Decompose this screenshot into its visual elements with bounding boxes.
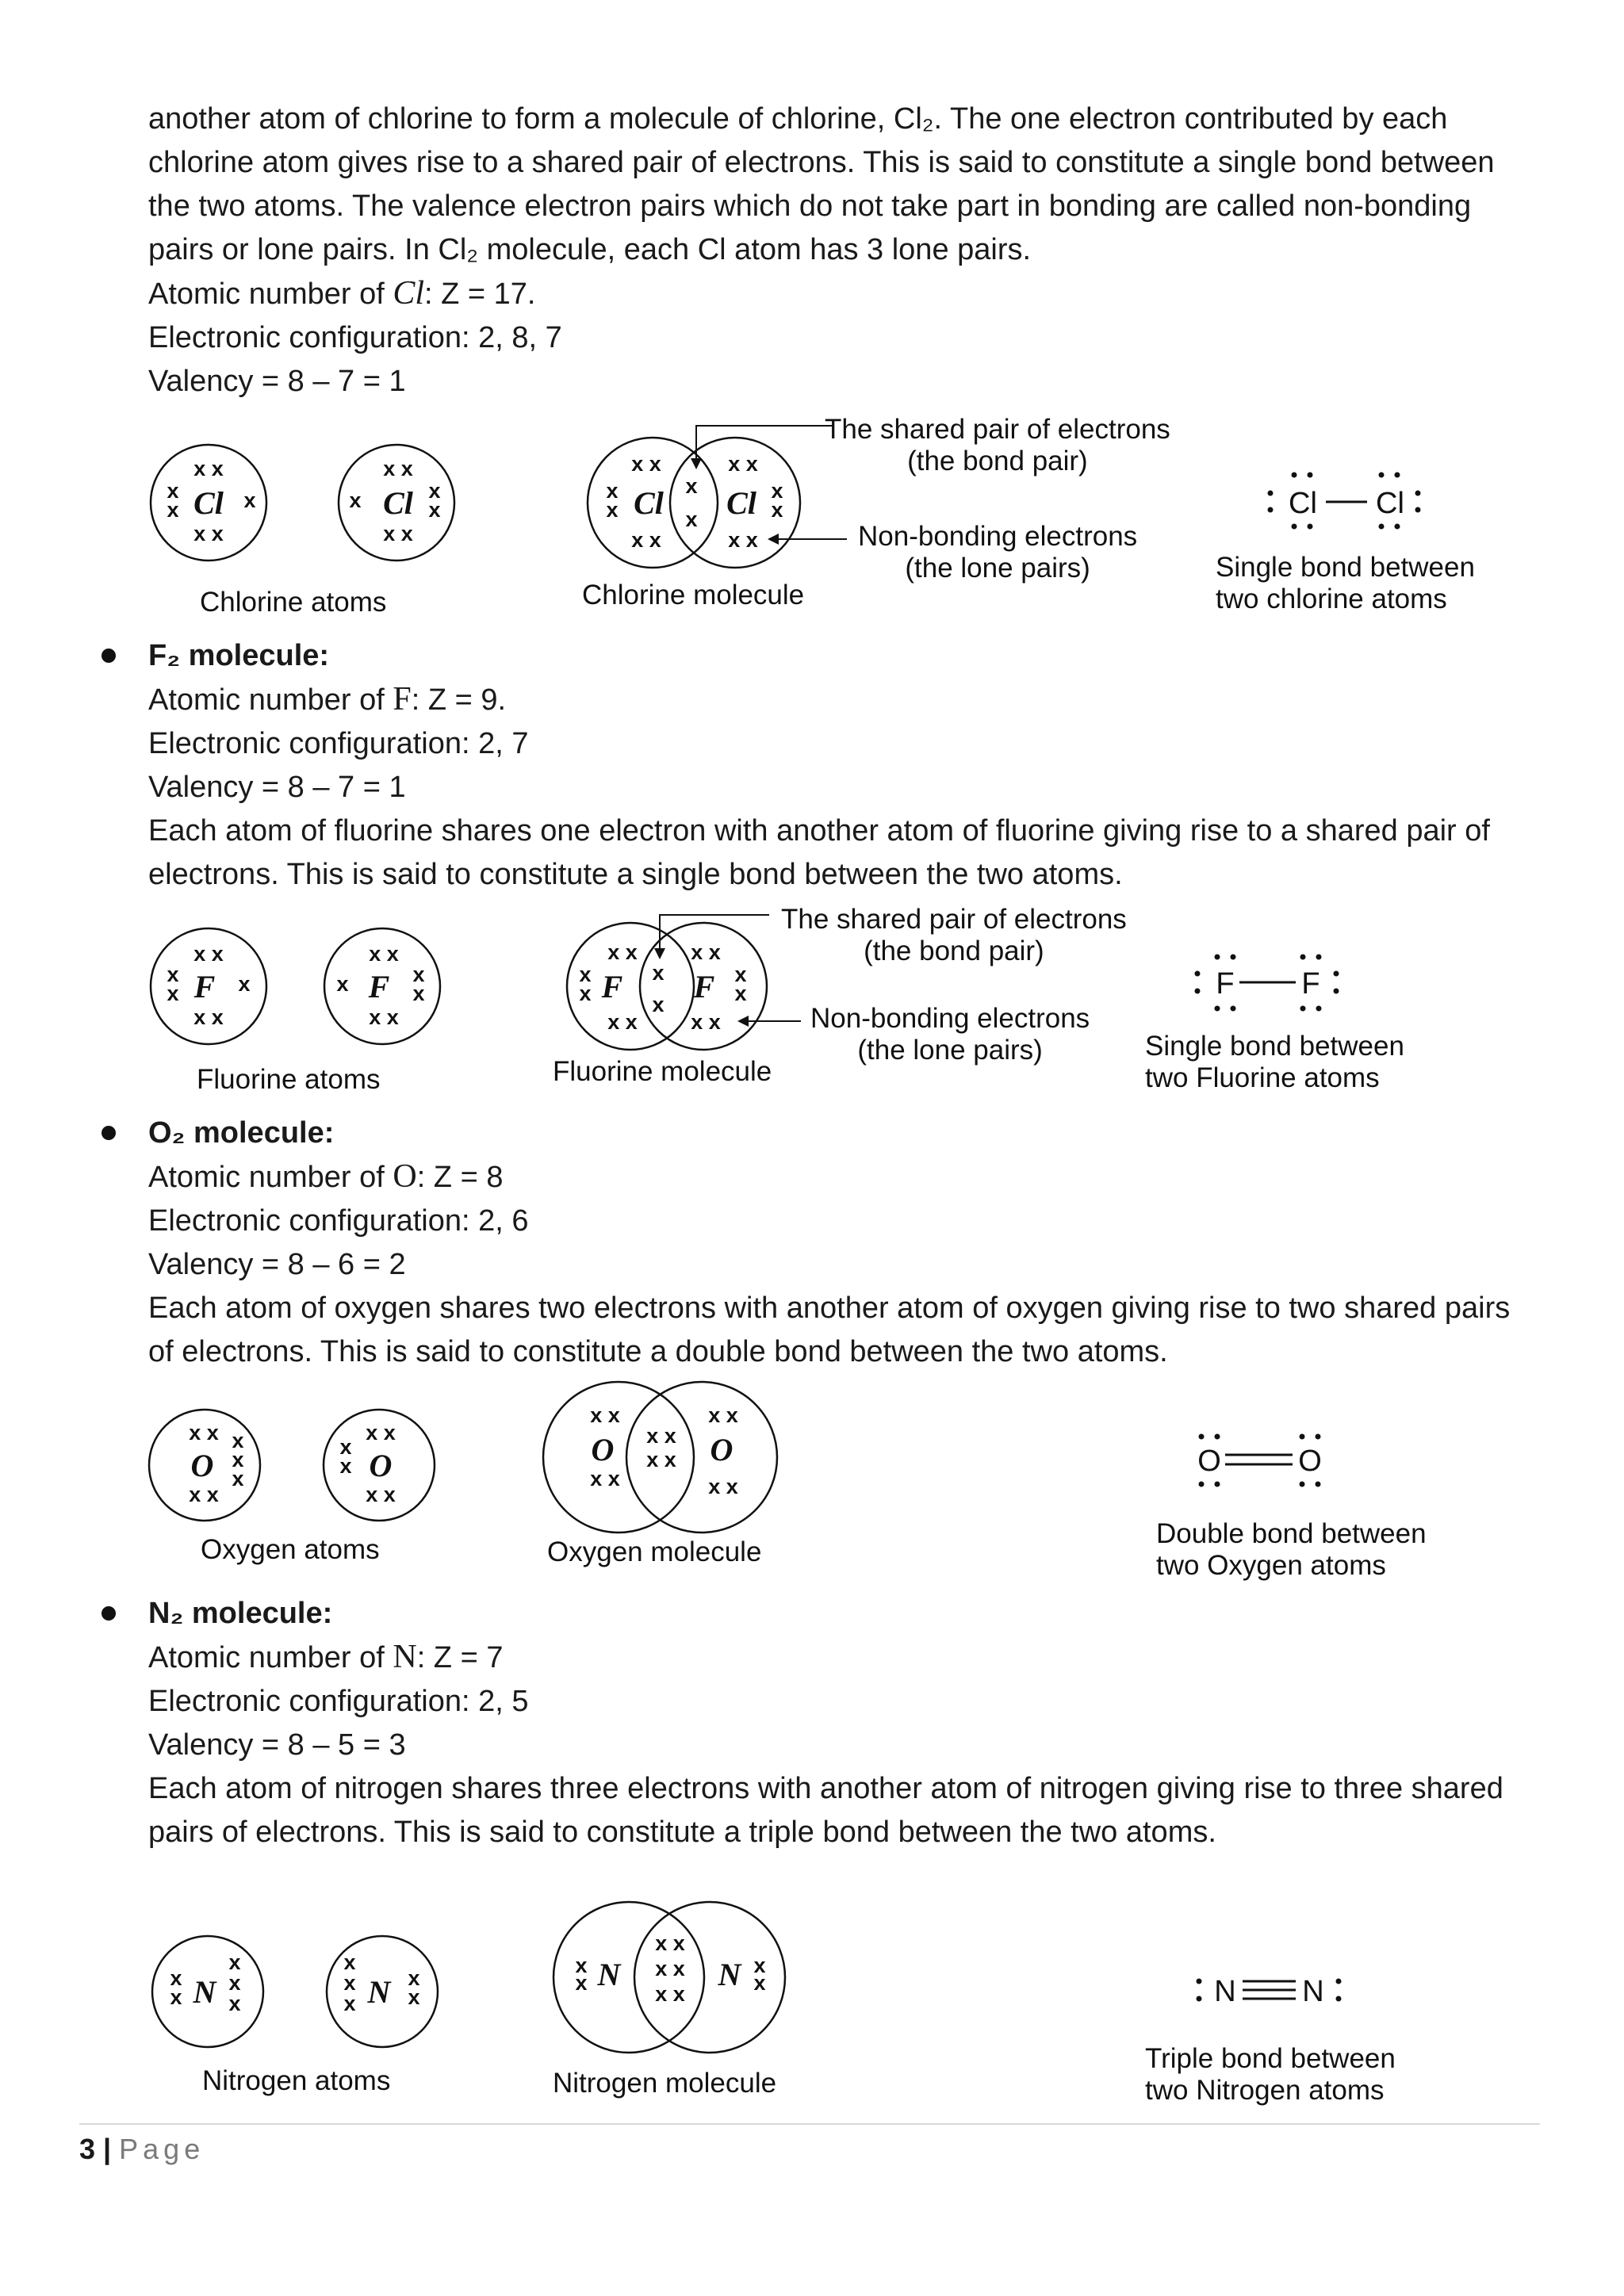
electron-mark: x x: [708, 1403, 738, 1427]
lewis-caption: Single bond between two Fluorine atoms: [1145, 1031, 1404, 1093]
atom-symbol: Cl: [383, 485, 413, 521]
atom-symbol: F: [193, 969, 216, 1004]
electron-mark: x: [343, 1950, 356, 1974]
valency-line: Valency = 8 – 7 = 1: [148, 771, 406, 804]
config-line: Electronic configuration: 2, 6: [148, 1204, 529, 1238]
lewis-caption: Triple bond between two Nitrogen atoms: [1145, 2043, 1396, 2106]
text-line: electrons. This is said to constitute a single bond between the two atoms.: [148, 858, 1123, 891]
electron-mark: x: [575, 1971, 588, 1995]
molecule-caption: Chlorine molecule: [582, 580, 805, 610]
electron-mark: x: [408, 1966, 420, 1990]
text-line: of electrons. This is said to constitute a double bond between the two atoms.: [148, 1335, 1168, 1368]
electron-mark: x x: [631, 528, 661, 552]
electron-mark: x x: [607, 940, 638, 964]
atom-symbol: F: [693, 969, 715, 1004]
electron-mark: x: [606, 498, 619, 522]
electron-mark: x: [238, 972, 251, 996]
molecule-caption: Oxygen molecule: [547, 1536, 762, 1567]
electron-mark: x: [343, 1992, 356, 2015]
config-line: Electronic configuration: 2, 8, 7: [148, 321, 562, 354]
valency-line: Valency = 8 – 5 = 3: [148, 1728, 406, 1762]
atom-symbol: N: [193, 1974, 216, 2010]
lewis-symbol: F: [1301, 967, 1320, 1001]
electron-mark: x: [575, 1954, 588, 1977]
electron-mark: x x: [383, 522, 413, 545]
electron-mark: x: [167, 982, 179, 1005]
molecule-caption: Nitrogen molecule: [553, 2068, 777, 2099]
atom-symbol: F: [601, 969, 623, 1004]
text-line: pairs of electrons. This is said to constitute a triple bond between the two atoms.: [148, 1816, 1216, 1849]
text-line: Each atom of fluorine shares one electron with another atom of fluorine giving rise to a shared pair of: [148, 814, 1490, 848]
element-symbol: O: [393, 1158, 417, 1195]
lewis-symbol: Cl: [1376, 487, 1404, 520]
text-line: pairs or lone pairs. In Cl₂ molecule, each Cl atom has 3 lone pairs.: [148, 233, 1032, 266]
electron-mark: x: [412, 982, 425, 1005]
electron-mark: x x: [646, 1448, 676, 1471]
lewis-caption: Double bond between two Oxygen atoms: [1156, 1518, 1427, 1581]
atom-symbol: O: [369, 1448, 393, 1483]
electron-mark: x: [428, 498, 441, 522]
element-symbol: Cl: [393, 275, 425, 312]
text-line: the two atoms. The valence electron pairs which do not take part in bonding are called non-bonding: [148, 189, 1472, 223]
bond-pair-label: The shared pair of electrons (the bond pair): [781, 904, 1127, 966]
electron-mark: x: [170, 1966, 182, 1990]
page-footer: [79, 2133, 205, 2166]
lewis-symbol: N: [1302, 1975, 1324, 2008]
electron-mark: x: [685, 474, 698, 498]
atom-symbol: N: [597, 1957, 621, 1992]
electron-mark: x: [771, 479, 783, 503]
electron-mark: x: [336, 972, 349, 996]
atomic-number-line: Atomic number of F: Z = 9.: [148, 681, 507, 718]
electron-mark: x x: [383, 457, 413, 480]
electron-mark: x: [167, 479, 179, 503]
electron-mark: x x: [193, 522, 224, 545]
electron-mark: x x: [366, 1483, 396, 1506]
text-line: another atom of chlorine to form a molecule of chlorine, Cl₂. The one electron contributed by each: [148, 102, 1448, 136]
page-number: 3: [79, 2133, 96, 2165]
atomic-number-line: Atomic number of N: Z = 7: [148, 1639, 504, 1675]
electron-mark: x: [349, 488, 362, 512]
electron-mark: x: [228, 1992, 241, 2015]
footer-separator: |: [103, 2133, 112, 2165]
atom-symbol: O: [190, 1448, 214, 1483]
atom-symbol: O: [591, 1432, 615, 1468]
electron-mark: x x: [691, 1010, 721, 1034]
electron-mark: x x: [607, 1010, 638, 1034]
lewis-symbol: O: [1298, 1445, 1322, 1478]
electron-mark: x: [232, 1429, 244, 1452]
electron-mark: x: [408, 1985, 420, 2009]
section-heading: F₂ molecule:: [148, 639, 330, 672]
lewis-symbol: Cl: [1289, 487, 1317, 520]
electron-mark: x x: [189, 1483, 219, 1506]
atom-symbol: N: [367, 1974, 391, 2010]
text-line: Each atom of nitrogen shares three electrons with another atom of nitrogen giving rise to three shared: [148, 1772, 1503, 1805]
electron-mark: x x: [655, 1957, 685, 1980]
atom-symbol: N: [718, 1957, 741, 1992]
molecule-caption: Fluorine molecule: [553, 1056, 772, 1087]
electron-mark: x x: [193, 942, 224, 966]
electron-mark: x x: [590, 1403, 620, 1427]
atom-symbol: Cl: [634, 485, 664, 521]
atom-symbol: Cl: [193, 485, 224, 521]
section-heading: O₂ molecule:: [148, 1116, 335, 1150]
electron-mark: x: [243, 488, 256, 512]
lone-pair-label: Non-bonding electrons (the lone pairs): [858, 521, 1138, 584]
element-symbol: F: [393, 681, 412, 718]
element-symbol: N: [393, 1639, 417, 1675]
lone-pair-dot: [1336, 1996, 1342, 2002]
lone-pair-dot: [1197, 1979, 1202, 1984]
electron-mark: x x: [728, 528, 758, 552]
atomic-number-line: Atomic number of O: Z = 8: [148, 1158, 504, 1195]
electron-mark: x: [734, 962, 747, 986]
electron-mark: x: [753, 1954, 766, 1977]
atom-symbol: F: [368, 969, 390, 1004]
electron-mark: x: [428, 479, 441, 503]
electron-mark: x: [170, 1985, 182, 2009]
electron-mark: x x: [189, 1421, 219, 1445]
atoms-caption: Oxygen atoms: [201, 1534, 380, 1565]
config-line: Electronic configuration: 2, 7: [148, 727, 529, 760]
atoms-caption: Chlorine atoms: [200, 587, 387, 618]
electron-mark: x x: [631, 452, 661, 476]
electron-mark: x x: [691, 940, 721, 964]
electron-mark: x: [412, 962, 425, 986]
electron-mark: x: [167, 498, 179, 522]
electron-mark: x: [753, 1971, 766, 1995]
lewis-symbol: F: [1216, 967, 1235, 1001]
electron-mark: x: [167, 962, 179, 986]
electron-mark: x x: [728, 452, 758, 476]
electron-mark: x x: [646, 1424, 676, 1448]
lewis-caption: Single bond between two chlorine atoms: [1216, 552, 1475, 614]
electron-mark: x: [652, 993, 665, 1016]
electron-mark: x x: [369, 1005, 399, 1029]
atomic-number-line: Atomic number of Cl: Z = 17.: [148, 275, 536, 312]
lone-pair-dot: [1336, 1979, 1342, 1984]
atom-symbol: O: [710, 1432, 733, 1468]
electron-mark: x: [343, 1971, 356, 1995]
atoms-caption: Nitrogen atoms: [202, 2065, 391, 2096]
atom-symbol: Cl: [726, 485, 756, 521]
bond-pair-label: The shared pair of electrons (the bond pair): [825, 414, 1170, 476]
lewis-symbol: N: [1214, 1975, 1236, 2008]
electron-mark: x: [579, 962, 592, 986]
electron-mark: x x: [193, 1005, 224, 1029]
electron-mark: x: [232, 1467, 244, 1490]
electron-mark: x x: [655, 1982, 685, 2006]
lone-pair-dot: [1197, 1996, 1202, 2002]
page-label: Page: [119, 2133, 205, 2165]
atoms-caption: Fluorine atoms: [197, 1064, 381, 1095]
electron-mark: x: [652, 961, 665, 985]
electron-mark: x: [228, 1971, 241, 1995]
electron-mark: x: [232, 1448, 244, 1471]
electron-mark: x x: [590, 1467, 620, 1490]
valency-line: Valency = 8 – 6 = 2: [148, 1248, 406, 1281]
electron-mark: x x: [655, 1931, 685, 1955]
electron-mark: x: [606, 479, 619, 503]
electron-mark: x x: [708, 1475, 738, 1498]
electron-mark: x x: [193, 457, 224, 480]
electron-mark: x: [685, 507, 698, 531]
electron-mark: x: [339, 1435, 352, 1459]
text-line: chlorine atom gives rise to a shared pair of electrons. This is said to constitute a single bond between: [148, 146, 1495, 179]
text-line: Each atom of oxygen shares two electrons with another atom of oxygen giving rise to two shared pairs: [148, 1292, 1511, 1325]
section-heading: N₂ molecule:: [148, 1597, 333, 1630]
footer-divider: [79, 2123, 1540, 2125]
electron-mark: x: [228, 1950, 241, 1974]
electron-mark: x: [771, 498, 783, 522]
electron-mark: x: [734, 982, 747, 1005]
electron-mark: x x: [366, 1421, 396, 1445]
config-line: Electronic configuration: 2, 5: [148, 1685, 529, 1718]
electron-mark: x: [579, 982, 592, 1005]
lewis-symbol: O: [1197, 1445, 1221, 1478]
electron-mark: x x: [369, 942, 399, 966]
lone-pair-label: Non-bonding electrons (the lone pairs): [810, 1003, 1090, 1066]
valency-line: Valency = 8 – 7 = 1: [148, 365, 406, 398]
electron-mark: x: [339, 1454, 352, 1478]
